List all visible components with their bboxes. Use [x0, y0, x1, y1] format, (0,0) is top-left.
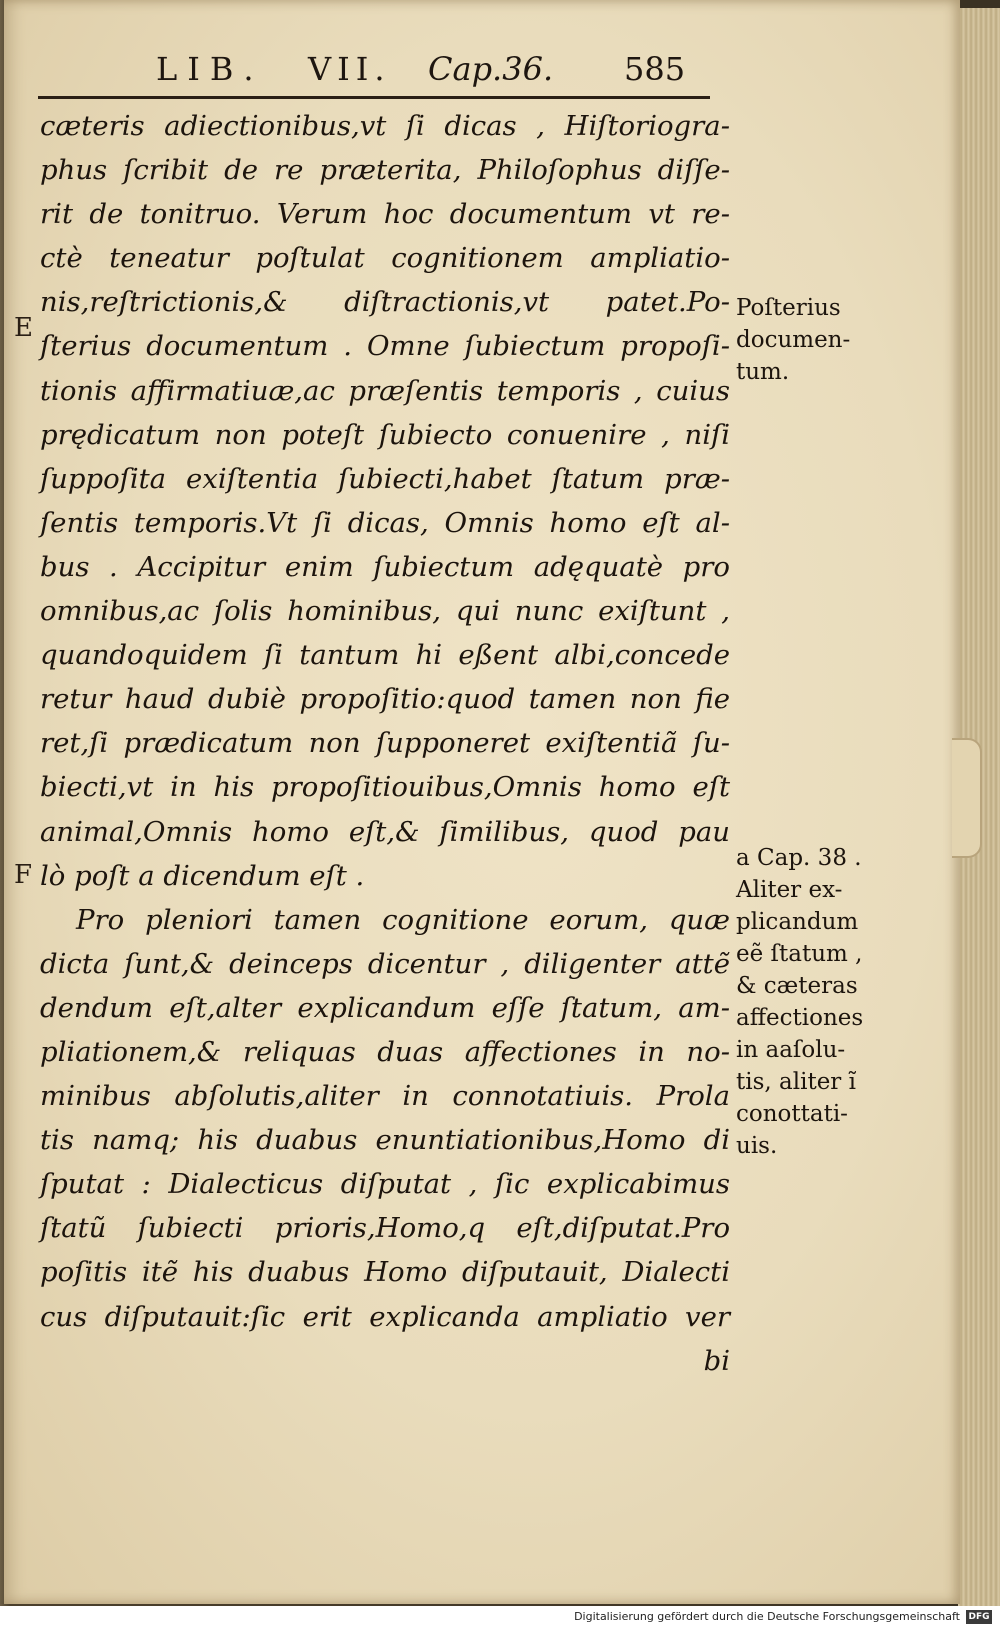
text-line: poſitis itẽ his duabus Homo diſputauit, Dialecti — [40, 1256, 730, 1289]
margin-note-line: a Cap. 38 . — [736, 845, 862, 871]
margin-note-posterius — [736, 292, 956, 388]
running-head-chapter: Cap.36. — [428, 50, 554, 88]
text-line: Pro pleniori tamen cognitione eorum, quæ — [76, 903, 730, 936]
text-line: tionis affirmatiuæ,ac præſentis temporis , cuius — [40, 374, 730, 407]
text-line: pliationem,& reliquas duas affectiones in no- — [40, 1035, 730, 1068]
section-marker-f: F — [14, 860, 33, 890]
text-line: ſtatũ ſubiecti prioris,Homo,q eſt,diſputat.Pro — [40, 1212, 730, 1245]
text-line: phus ſcribit de re præterita, Philoſophus diſſe- — [40, 154, 730, 187]
margin-note-line: & cæteras — [736, 973, 858, 999]
text-line: ctè teneatur poſtulat cognitionem ampliatio- — [40, 242, 730, 275]
text-line: dicta ſunt,& deinceps dicentur , diligenter attẽ — [40, 947, 730, 980]
text-line: dendum eſt,alter explicandum eſſe ſtatum, am- — [40, 991, 730, 1024]
text-line: ret,ſi prædicatum non ſupponeret exiſtentiã ſu- — [40, 727, 730, 760]
margin-note-line: tum. — [736, 359, 790, 385]
text-line: animal,Omnis homo eſt,& ſimilibus, quod pau — [40, 815, 730, 848]
text-line: nis,reſtrictionis,& diſtractionis,vt patet.Po- — [40, 286, 730, 319]
margin-note-line: documen- — [736, 327, 851, 353]
margin-note-line: eẽ ſtatum , — [736, 941, 863, 967]
margin-note-line: Aliter ex- — [736, 877, 843, 903]
text-line: prędicatum non poteſt ſubiecto conuenire , niſi — [40, 418, 730, 451]
dfg-logo: DFG — [966, 1610, 992, 1624]
margin-note-line: tis, aliter ĩ — [736, 1069, 856, 1095]
section-marker-e: E — [14, 313, 33, 343]
text-line: ſputat : Dialecticus diſputat , ſic explicabimus — [40, 1168, 730, 1201]
margin-note-line: plicandum — [736, 909, 859, 935]
text-line: retur haud dubiè propoſitio:quod tamen non fie — [40, 683, 730, 716]
text-line: rit de tonitruo. Verum hoc documentum vt re- — [40, 198, 730, 231]
text-line: biecti,vt in his propoſitiouibus,Omnis homo eſt — [40, 771, 730, 804]
funding-credit: Digitalisierung gefördert durch die Deutsche Forschungsgemeinschaft — [574, 1610, 960, 1623]
running-head-book: VII. — [308, 50, 391, 88]
running-head — [144, 44, 704, 92]
margin-note-line: conottati- — [736, 1101, 848, 1127]
book-page — [4, 0, 960, 1604]
margin-note-line: in aaſolu- — [736, 1037, 846, 1063]
text-line: cus diſputauit:ſic erit explicanda ampliatio ver — [40, 1300, 730, 1333]
running-head-lib: LIB. — [156, 50, 264, 88]
text-line: ſuppoſita exiſtentia ſubiecti,habet ſtatum præ- — [40, 462, 730, 495]
text-line: ſentis temporis.Vt ſi dicas, Omnis homo eſt al- — [40, 506, 730, 539]
margin-note-line: affectiones — [736, 1005, 864, 1031]
text-line: bus . Accipitur enim ſubiectum adęquatè pro — [40, 550, 730, 583]
margin-note-line: uis. — [736, 1133, 778, 1159]
text-line: lò poſt a dicendum eſt . — [40, 859, 365, 892]
margin-note-line: Poſterius — [736, 295, 841, 321]
page-number: 585 — [624, 50, 686, 88]
text-line: quandoquidem ſi tantum hi eßent albi,concede — [40, 639, 730, 672]
text-line: minibus abſolutis,aliter in connotatiuis. Prola — [40, 1080, 730, 1113]
margin-note-aliter — [736, 842, 956, 1162]
catchword: bi — [703, 1344, 730, 1377]
text-line: ſterius documentum . Omne ſubiectum propoſi- — [40, 330, 730, 363]
text-line: tis namq; his duabus enuntiationibus,Homo di — [40, 1124, 730, 1157]
text-line: cæteris adiectionibus,vt ſi dicas , Hiſtoriogra- — [40, 110, 730, 142]
page-tab-notch — [952, 738, 982, 858]
digitization-footer — [0, 1606, 1000, 1630]
header-rule — [38, 96, 710, 99]
main-text-column — [40, 104, 730, 1383]
text-line: omnibus,ac ſolis hominibus, qui nunc exiſtunt , — [40, 595, 730, 628]
